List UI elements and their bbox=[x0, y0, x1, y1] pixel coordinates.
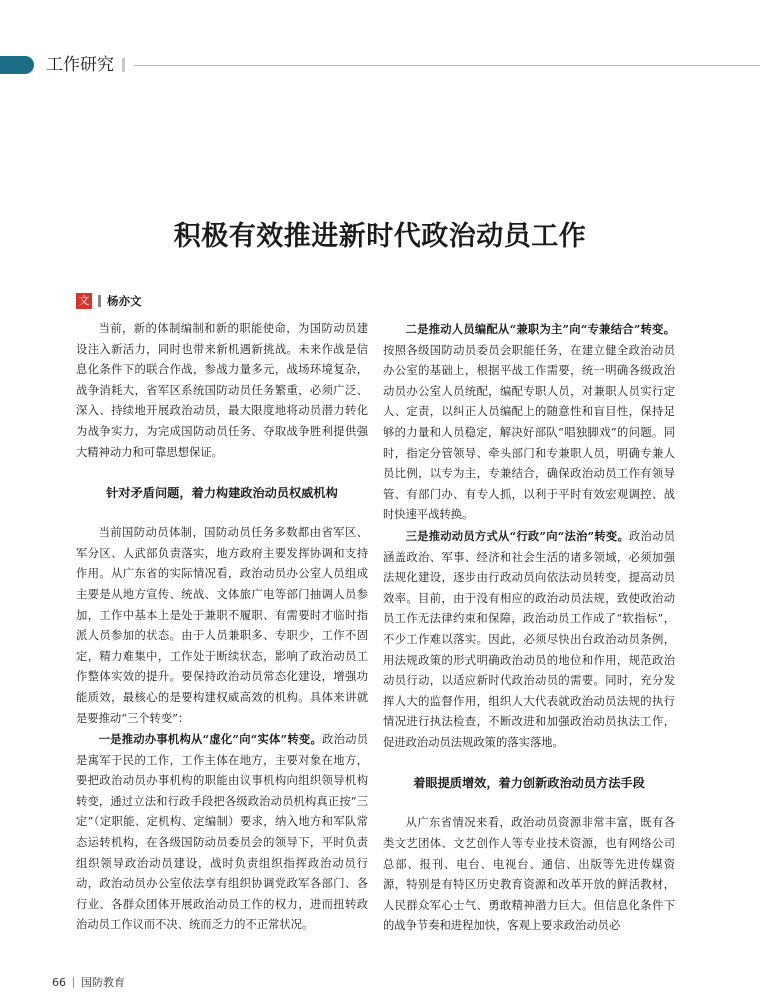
intro-paragraph: 当前，新的体制编制和新的职能使命，为国防动员建设注入新活力，同时也带来新机遇新挑战。未来作战是信息化条件下的联合作战，参战力量多元，战场环境复杂，战争消耗大，省军区系统国防动员任务繁重，必须广泛、深入、持续地开展政治动员，最大限度地将动员潜力转化为战争实力，为完成国防动员任务、夺取战争胜利提供强大精神动力和可靠思想保证。 bbox=[76, 322, 368, 459]
paragraph-lead: 三是推动动员方式从“行政”向“法治”转变。 bbox=[405, 528, 630, 543]
byline bbox=[76, 293, 142, 309]
body-paragraph bbox=[76, 729, 368, 936]
header-rule bbox=[134, 65, 760, 66]
author-badge: 文 bbox=[76, 293, 92, 309]
section-heading-2: 着眼提质增效，着力创新政治动员方法手段 bbox=[413, 776, 645, 791]
footer-separator bbox=[73, 977, 74, 988]
section-label: 工作研究 bbox=[46, 55, 114, 75]
section-separator bbox=[122, 58, 125, 72]
page-number: 66 bbox=[52, 975, 66, 989]
author-name: 杨亦文 bbox=[107, 294, 142, 308]
section-tab-marker bbox=[0, 56, 34, 74]
magazine-name: 国防教育 bbox=[81, 976, 125, 989]
paragraph-text: 按照各级国防动员委员会职能任务，在建立健全政治动员办公室的基础上，根据平战工作需要，统一明确各级政治动员办公室人员统配，编配专职人员，对兼职人员实行定人、定责，以纠正人员编配上的随意性和盲目性，保持足够的力量和人员稳定，解决好部队“唱独脚戏”的问题。同时，指定分管领导、牵头部门和专兼职人员，明确专兼人员比例，以专为主，专兼结合，确保政治动员工作有领导管、有部门办、有专人抓，以利于平时有效宏观调控、战时快速平战转换。 bbox=[383, 343, 675, 522]
body-paragraph bbox=[383, 319, 675, 526]
body-paragraph bbox=[383, 526, 675, 754]
page-footer bbox=[52, 974, 125, 990]
right-column bbox=[383, 319, 675, 937]
left-column bbox=[76, 319, 368, 936]
byline-separator bbox=[98, 295, 101, 307]
body-paragraph: 当前国防动员体制，国防动员任务多数都由省军区、军分区、人武部负责落实，地方政府主要发挥协调和支持作用。从广东省的实际情况看，政治动员办公室人员组成主要是从地方宣传、统战、文体旅广电等部门抽调人员参加，工作中基本上是处于兼职不履职、有需要时才临时指派人员参加的状态。由于人员兼职多、专职少，工作不固定，精力难集中，工作处于断续状态，影响了政治动员工作整体实效的提升。要保持政治动员常态化建设，增强功能质效，最核心的是要构建权威高效的机构。具体来讲就是要推动“三个转变”： bbox=[76, 526, 368, 725]
section-heading-1: 针对矛盾问题，着力构建政治动员权威机构 bbox=[106, 486, 338, 501]
article-title: 积极有效推进新时代政治动员工作 bbox=[173, 221, 587, 253]
paragraph-lead: 二是推动人员编配从“兼职为主”向“专兼结合”转变。 bbox=[405, 322, 675, 336]
paragraph-text: 政治动员涵盖政治、军事、经济和社会生活的诸多领域，必须加强法规化建设，逐步由行政动员向依法动员转变，提高动员效率。目前，由于没有相应的政治动员法规，致使政治动员工作无法律约束和保障，政治动员工作成了“软指标”，不少工作难以落实。因此，必须尽快出台政治动员条例，用法规政策的形式明确政治动员的地位和作用，规范政治动员行动，以适应新时代政治动员的需要。同时，充分发挥人大的监督作用，组织人大代表就政治动员法规的执行情况进行执法检查，不断改进和加强政治动员执法工作，促进政治动员法规政策的落实落地。 bbox=[383, 529, 675, 749]
paragraph-text: 政治动员是寓军于民的工作，工作主体在地方，主要对象在地方，要把政治动员办事机构的职能由议事机构向组织领导机构转变，通过立法和行政手段把各级政治动员机构真正按“三定”（定职能、定机构、定编制）要求，纳入地方和军队常态运转机构，在各级国防动员委员会的领导下，平时负责组织领导政治动员建设，战时负责组织指挥政治动员行动，政治动员办公室依法享有组织协调党政军各部门、各行业、各群众团体开展政治动员工作的权力，进而扭转政治动员工作议而不决、统而乏力的不正常状况。 bbox=[76, 733, 368, 932]
body-paragraph: 从广东省情况来看，政治动员资源非常丰富，既有各类文艺团体、文艺创作人等专业技术资源，也有网络公司总部、报刊、电台、电视台、通信、出版等先进传媒资源，特别是有特区历史教育资源和改革开放的鲜活教材，人民群众军心士气、勇敢精神潜力巨大。但信息化条件下的战争节奏和进程加快，客观上要求政治动员必 bbox=[383, 816, 675, 933]
paragraph-lead: 一是推动办事机构从“虚化”向“实体”转变。 bbox=[98, 732, 323, 747]
